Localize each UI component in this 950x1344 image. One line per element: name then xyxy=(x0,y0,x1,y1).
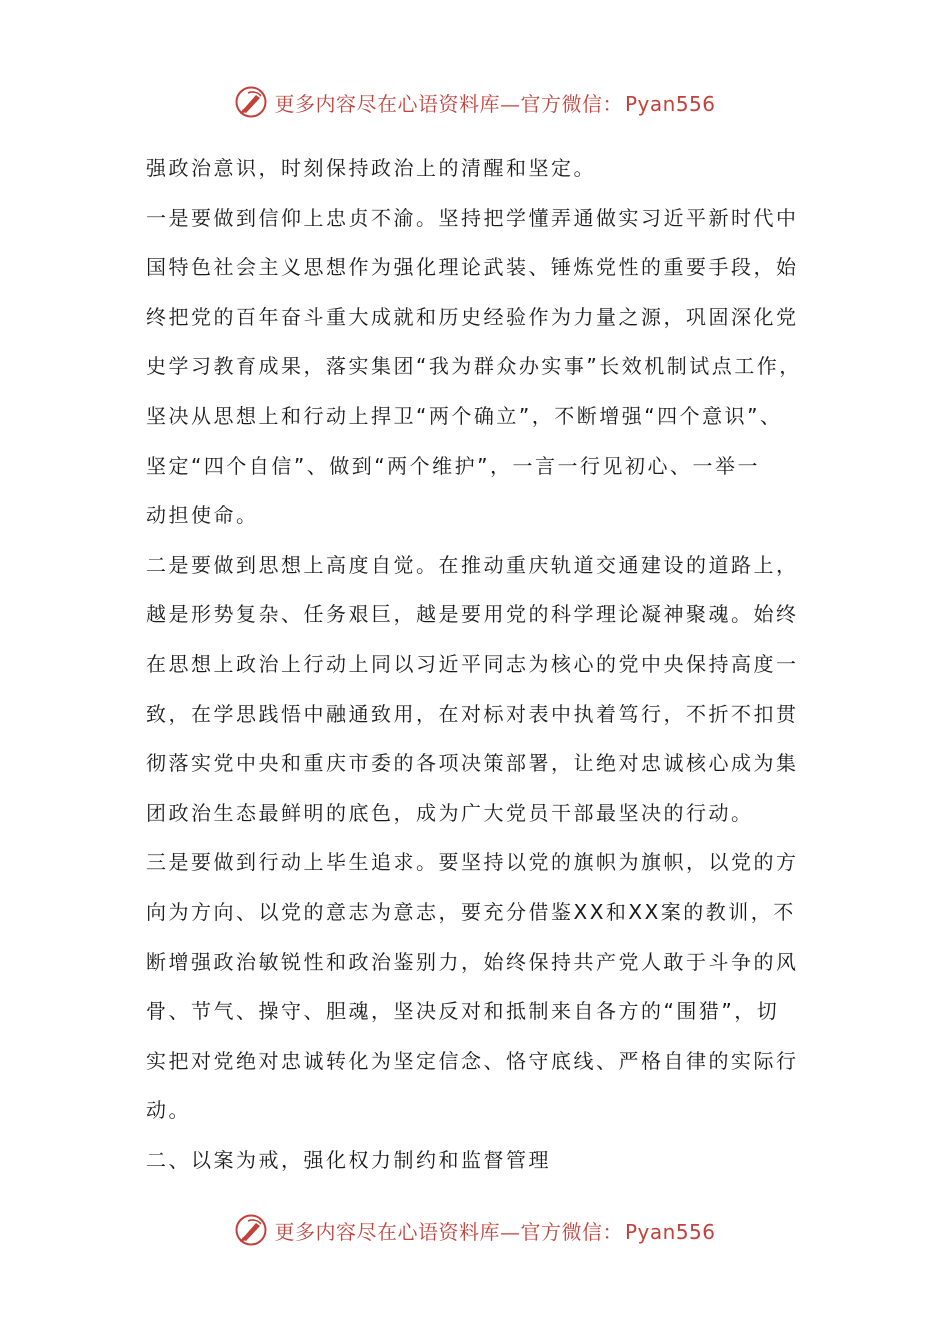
header-banner-handle: Pyan556 xyxy=(624,91,716,116)
footer-banner-label: 更多内容尽在心语资料库—官方微信： xyxy=(274,1219,623,1244)
footer-banner-text xyxy=(274,1216,715,1245)
footer-banner-content xyxy=(234,1213,715,1247)
body-line: 彻落实党中央和重庆市委的各项决策部署，让绝对忠诚核心成为集 xyxy=(146,751,799,776)
body-line: 三是要做到行动上毕生追求。要坚持以党的旗帜为旗帜，以党的方 xyxy=(146,850,799,875)
header-banner-text xyxy=(274,88,715,117)
body-line: 团政治生态最鲜明的底色，成为广大党员干部最坚决的行动。 xyxy=(146,800,754,825)
header-banner-label: 更多内容尽在心语资料库—官方微信： xyxy=(274,91,623,116)
body-line: 强政治意识，时刻保持政治上的清醒和坚定。 xyxy=(146,156,596,180)
body-line: 越是形势复杂、任务艰巨，越是要用党的科学理论凝神聚魂。始终 xyxy=(146,602,799,627)
body-line: 在思想上政治上行动上同以习近平同志为核心的党中央保持高度一 xyxy=(146,651,799,676)
body-line: 骨、节气、操守、胆魂，坚决反对和抵制来自各方的“围猎”，切 xyxy=(146,999,780,1024)
body-line: 动。 xyxy=(146,1098,191,1123)
footer-banner xyxy=(0,1208,950,1252)
pen-logo-icon xyxy=(234,85,268,119)
document-body xyxy=(146,144,826,1185)
body-line: 一是要做到信仰上忠贞不渝。坚持把学懂弄通做实习近平新时代中 xyxy=(146,205,799,230)
body-line: 向为方向、以党的意志为意志，要充分借鉴XX和XX案的教训，不 xyxy=(146,899,796,924)
header-banner xyxy=(0,80,950,124)
body-line: 坚决从思想上和行动上捍卫“两个确立”，不断增强“四个意识”、 xyxy=(146,403,783,428)
body-line: 致，在学思践悟中融通致用，在对标对表中执着笃行，不折不扣贯 xyxy=(146,701,799,726)
body-line: 动担使命。 xyxy=(146,503,259,528)
pen-logo-icon xyxy=(234,1213,268,1247)
body-line: 二是要做到思想上高度自觉。在推动重庆轨道交通建设的道路上， xyxy=(146,552,799,577)
body-line: 国特色社会主义思想作为强化理论武装、锤炼党性的重要手段，始 xyxy=(146,255,799,280)
section-heading: 二、以案为戒，强化权力制约和监督管理 xyxy=(146,1147,551,1172)
body-line: 史学习教育成果，落实集团“我为群众办实事”长效机制试点工作， xyxy=(146,354,802,379)
header-banner-content xyxy=(234,85,715,119)
body-line: 终把党的百年奋斗重大成就和历史经验作为力量之源，巩固深化党 xyxy=(146,304,799,329)
body-line: 断增强政治敏锐性和政治鉴别力，始终保持共产党人敢于斗争的风 xyxy=(146,949,799,974)
body-line: 实把对党绝对忠诚转化为坚定信念、恪守底线、严格自律的实际行 xyxy=(146,1048,799,1073)
body-line: 坚定“四个自信”、做到“两个维护”，一言一行见初心、一举一 xyxy=(146,453,760,478)
footer-banner-handle: Pyan556 xyxy=(624,1219,716,1244)
